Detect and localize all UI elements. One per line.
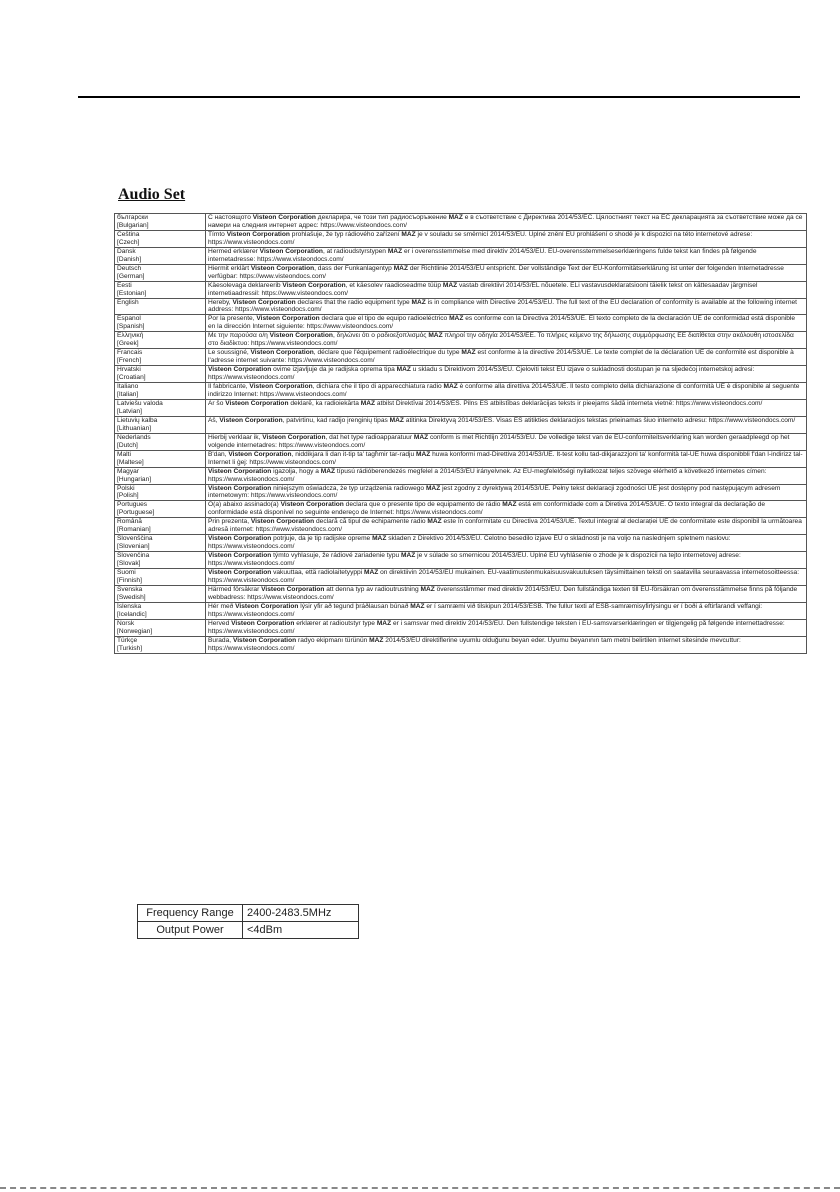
declaration-mid: niniejszym oświadcza, że typ urządzenia radiowego bbox=[271, 484, 426, 492]
language-name: Svenska bbox=[117, 585, 143, 593]
company-name: Visteon Corporation bbox=[225, 399, 289, 407]
declaration-post: vastab direktiivi 2014/53/EL nõuetele. ELi vastavusdeklaratsiooni täielik tekst on kättesaadav järgmisel internetiaadressil: https://www.visteondocs.com/ bbox=[208, 281, 758, 297]
language-cell bbox=[115, 416, 206, 433]
declaration-pre: Ar šo bbox=[208, 399, 226, 407]
language-name: Nederlands bbox=[117, 433, 151, 441]
company-name: Visteon Corporation bbox=[208, 552, 272, 560]
declaration-pre: Herved bbox=[208, 619, 232, 627]
company-name: Visteon Corporation bbox=[235, 602, 299, 610]
declaration-cell bbox=[206, 349, 807, 366]
declaration-mid: vakuuttaa, että radiolaitetyyppi bbox=[271, 569, 364, 577]
language-name: Lietuvių kalba bbox=[117, 416, 158, 424]
language-name: Latviešu valoda bbox=[117, 399, 163, 407]
company-name: Visteon Corporation bbox=[250, 264, 315, 272]
model-name: MAZ bbox=[320, 467, 336, 475]
declaration-cell bbox=[206, 552, 807, 569]
declaration-post: è conforme alla direttiva 2014/53/UE. Il testo completo della dichiarazione di conformità UE è disponibile al seguente indirizzo Internet: https://www.visteondocs.com/ bbox=[208, 383, 800, 399]
model-name: MAZ bbox=[389, 416, 404, 424]
declaration-row bbox=[115, 247, 807, 264]
language-name: български bbox=[117, 214, 148, 221]
language-name: Espanol bbox=[117, 315, 141, 323]
language-cell bbox=[115, 501, 206, 518]
language-cell bbox=[115, 602, 206, 619]
model-name: MAZ bbox=[376, 619, 392, 627]
declaration-post: u skladu s Direktivom 2014/53/EU. Cjeloviti tekst EU izjave o sukladnosti dostupan je na sljedećoj internetskoj adresi: https://www.visteondocs.com/ bbox=[208, 366, 755, 382]
model-name: MAZ bbox=[401, 230, 416, 238]
model-name: MAZ bbox=[502, 501, 517, 509]
declaration-cell bbox=[206, 247, 807, 264]
language-cell bbox=[115, 214, 206, 231]
model-name: MAZ bbox=[461, 349, 476, 357]
declaration-row bbox=[115, 450, 807, 467]
declaration-pre: Härmed försäkrar bbox=[208, 585, 262, 593]
declaration-mid: declara que o presente tipo de equipamento de rádio bbox=[343, 501, 503, 509]
language-cell bbox=[115, 552, 206, 569]
language-name: Eesti bbox=[117, 281, 132, 289]
declaration-post: πληροί την οδηγία 2014/53/ΕΕ. Το πλήρες κείμενο της δήλωσης συμμόρφωσης ΕΕ διατίθεται στην ακόλουθη ιστοσελίδα στο διαδίκτυο: https://www.visteondocs.com/ bbox=[208, 332, 794, 348]
language-cell bbox=[115, 518, 206, 535]
declaration-post: jest zgodny z dyrektywą 2014/53/UE. Pełny tekst deklaracji zgodności UE jest dostępny pod następującym adresem internetowym: https://www.visteondocs.com/ bbox=[208, 484, 781, 500]
language-cell bbox=[115, 636, 206, 653]
declaration-pre: Hér með bbox=[208, 602, 236, 610]
declaration-mid: týmto vyhlasuje, že rádiové zariadenie typu bbox=[271, 552, 402, 560]
declaration-mid: declares that the radio equipment type bbox=[295, 298, 412, 306]
language-english: [Finnish] bbox=[117, 576, 142, 584]
model-name: MAZ bbox=[420, 585, 435, 593]
declaration-cell bbox=[206, 332, 807, 349]
declaration-post: huwa konformi mad-Direttiva 2014/53/UE. It-test kollu tad-dikjarazzjoni ta' konformità tal-UE huwa disponibbli f'dan l-indirizz tal-Internet li ġej: https://www.visteondocs.com/ bbox=[208, 450, 803, 466]
language-english: [Italian] bbox=[117, 391, 139, 399]
declaration-cell bbox=[206, 281, 807, 298]
company-name: Visteon Corporation bbox=[208, 569, 272, 577]
language-cell bbox=[115, 450, 206, 467]
page-bottom-edge bbox=[0, 1187, 840, 1189]
declaration-post: atitinka Direktyvą 2014/53/ES. Visas ES atitikties deklaracijos tekstas prieinamas šiuo interneto adresu: https://www.visteondocs.com/ bbox=[403, 416, 796, 424]
declaration-mid: , dat het type radioapparatuur bbox=[325, 433, 414, 441]
language-english: [Dutch] bbox=[117, 441, 138, 449]
company-name: Visteon Corporation bbox=[269, 332, 333, 340]
declaration-pre: С настоящото bbox=[208, 214, 253, 221]
declaration-mid: erklærer at radioutstyr type bbox=[294, 619, 377, 627]
declaration-cell bbox=[206, 569, 807, 586]
company-name: Visteon Corporation bbox=[208, 535, 272, 543]
spec-row bbox=[138, 905, 359, 922]
language-english: [German] bbox=[117, 272, 145, 280]
declaration-post: este în conformitate cu Directiva 2014/53/UE. Textul integral al declarației UE de conformitate este disponibil la următoarea adresă internet: https://www.visteondocs.com/ bbox=[208, 518, 802, 534]
company-name: Visteon Corporation bbox=[228, 450, 292, 458]
model-name: MAZ bbox=[364, 569, 379, 577]
language-name: Malti bbox=[117, 450, 131, 458]
declaration-cell bbox=[206, 535, 807, 552]
declaration-pre: Hierbij verklaar ik, bbox=[208, 433, 263, 441]
declaration-post: 2014/53/EU direktiflerine uyumlu olduğunu beyan eder. Uyumu beyanının tam metni belirtilen internet sitesinde mevcuttur: https://www.visteondocs.com/ bbox=[208, 636, 741, 652]
language-name: Hrvatski bbox=[117, 366, 141, 374]
language-name: Portugues bbox=[117, 501, 148, 509]
language-name: Slovenščina bbox=[117, 535, 153, 543]
company-name: Visteon Corporation bbox=[262, 433, 326, 441]
language-english: [Greek] bbox=[117, 340, 139, 348]
declaration-post: er i overensstemmelse med direktiv 2014/53/EU. EU-overensstemmelseserklæringens fulde tekst kan findes på følgende internetadresse: https://www.visteondocs.com/ bbox=[208, 247, 757, 263]
declaration-row bbox=[115, 535, 807, 552]
declaration-post: er í samræmi við tilskipun 2014/53/ESB. The fullur texti af ESB-samræmisyfirlýsingu er í boði á eftirfarandi veffangi: https://www.visteondocs.com/ bbox=[208, 602, 763, 618]
declaration-row bbox=[115, 349, 807, 366]
declaration-cell bbox=[206, 467, 807, 484]
language-cell bbox=[115, 366, 206, 383]
model-name: MAZ bbox=[396, 366, 411, 374]
spec-label: Frequency Range bbox=[138, 905, 243, 922]
model-name: MAZ bbox=[427, 518, 442, 526]
declaration-row bbox=[115, 636, 807, 653]
language-english: [Estonian] bbox=[117, 289, 147, 297]
header-rule bbox=[78, 96, 800, 98]
declaration-mid: declara que el tipo de equipo radioeléctrico bbox=[319, 315, 450, 323]
spec-row bbox=[138, 922, 359, 939]
language-english: [Swedish] bbox=[117, 593, 146, 601]
language-english: [Maltese] bbox=[117, 458, 144, 466]
spec-label: Output Power bbox=[138, 922, 243, 939]
declaration-mid: att denna typ av radioutrustning bbox=[324, 585, 421, 593]
company-name: Visteon Corporation bbox=[256, 315, 320, 323]
model-name: MAZ bbox=[411, 298, 426, 306]
declaration-row bbox=[115, 484, 807, 501]
declaration-row bbox=[115, 619, 807, 636]
model-name: MAZ bbox=[387, 247, 403, 255]
language-english: [Slovenian] bbox=[117, 543, 150, 551]
language-cell bbox=[115, 484, 206, 501]
declaration-mid: potrjuje, da je tip radijske opreme bbox=[271, 535, 373, 543]
language-english: [Czech] bbox=[117, 238, 140, 246]
declaration-cell bbox=[206, 366, 807, 383]
language-cell bbox=[115, 281, 206, 298]
company-name: Visteon Corporation bbox=[250, 349, 314, 357]
model-name: MAZ bbox=[449, 315, 464, 323]
declaration-cell bbox=[206, 484, 807, 501]
declaration-post: está em conformidade com a Diretiva 2014/53/UE. O texto integral da declaração de conformidade está disponível no seguinte endereço de Internet: https://www.visteondocs.com/ bbox=[208, 501, 766, 517]
declaration-post: on direktiivin 2014/53/EU mukainen. EU-vaatimustenmukaisuusvakuutuksen täysimittainen teksti on saatavilla seuraavassa internetosoitteessa: https://www.visteondocs.com/ bbox=[208, 569, 800, 584]
language-english: [Romanian] bbox=[117, 526, 151, 534]
declaration-row bbox=[115, 281, 807, 298]
declaration-post: es conforme con la Directiva 2014/53/UE. El texto completo de la declaración UE de conformidad está disponible en la dirección Internet siguiente: https://www.visteondocs.com/ bbox=[208, 315, 796, 331]
declaration-row bbox=[115, 399, 807, 416]
company-name: Visteon Corporation bbox=[232, 636, 297, 644]
declaration-pre: O(a) abaixo assinado(a) bbox=[208, 501, 281, 509]
declaration-pre: Le soussigné, bbox=[208, 349, 251, 357]
company-name: Visteon Corporation bbox=[249, 383, 313, 391]
declaration-row bbox=[115, 315, 807, 332]
language-cell bbox=[115, 349, 206, 366]
declaration-mid: , et käesolev raadioseadme tüüp bbox=[345, 281, 443, 289]
model-name: MAZ bbox=[416, 450, 431, 458]
declaration-row bbox=[115, 518, 807, 535]
language-english: [Latvian] bbox=[117, 407, 142, 415]
declaration-cell bbox=[206, 619, 807, 636]
company-name: Visteon Corporation bbox=[219, 416, 283, 424]
model-name: MAZ bbox=[442, 281, 458, 289]
language-name: Íslenska bbox=[117, 602, 142, 610]
declaration-cell bbox=[206, 315, 807, 332]
language-english: [Bulgarian] bbox=[117, 221, 149, 229]
language-name: Norsk bbox=[117, 619, 135, 627]
language-english: [Hungarian] bbox=[117, 475, 152, 483]
declaration-post: je v souladu se směrnicí 2014/53/EU. Úplné znění EU prohlášení o shodě je k dispozici na této internetové adrese: https://www.visteondocs.com/ bbox=[208, 230, 753, 246]
company-name: Visteon Corporation bbox=[250, 518, 315, 526]
declaration-row bbox=[115, 264, 807, 281]
declaration-row bbox=[115, 467, 807, 484]
language-english: [Slovak] bbox=[117, 560, 141, 568]
model-name: MAZ bbox=[413, 433, 429, 441]
model-name: MAZ bbox=[428, 332, 443, 340]
declaration-cell bbox=[206, 214, 807, 231]
declaration-post: skladen z Direktivo 2014/53/EU. Celotno besedilo izjave EU o skladnosti je na voljo na naslednjem spletnem naslovu: https://www.visteondocs.com/ bbox=[208, 535, 731, 551]
declaration-row bbox=[115, 569, 807, 586]
language-name: Dansk bbox=[117, 247, 136, 255]
declaration-cell bbox=[206, 383, 807, 400]
language-cell bbox=[115, 619, 206, 636]
declaration-mid: , déclare que l'équipement radioélectrique du type bbox=[313, 349, 462, 357]
declaration-mid: , niddikjara li dan it-tip ta' tagħmir tar-radju bbox=[291, 450, 416, 458]
declaration-pre: Tímto bbox=[208, 230, 227, 238]
language-cell bbox=[115, 433, 206, 450]
declaration-pre: Käesolevaga deklareerib bbox=[208, 281, 283, 289]
model-name: MAZ bbox=[372, 535, 387, 543]
declaration-mid: radyo ekipmanı türünün bbox=[296, 636, 370, 644]
model-name: MAZ bbox=[410, 602, 425, 610]
declaration-pre: B'dan, bbox=[208, 450, 229, 458]
declaration-cell bbox=[206, 450, 807, 467]
declaration-pre: Aš, bbox=[208, 416, 220, 424]
declaration-pre: Hermed erklærer bbox=[208, 247, 260, 255]
declaration-post: est conforme à la directive 2014/53/UE. Le texte complet de la déclaration UE de conformité est disponible à l'adresse internet suivante: https://www.visteondocs.com/ bbox=[208, 349, 794, 365]
language-english: [Polish] bbox=[117, 492, 139, 500]
language-english: [Icelandic] bbox=[117, 610, 147, 618]
declaration-pre: Il fabbricante, bbox=[208, 383, 250, 391]
declaration-post: atbilst Direktīvai 2014/53/ES. Pilns ES atbilstības deklarācijas teksts ir pieejams šādā interneta vietnē: https://www.visteondocs.com/ bbox=[375, 399, 763, 407]
declaration-pre: Hereby, bbox=[208, 298, 233, 306]
language-english: [Norwegian] bbox=[117, 627, 153, 635]
language-name: Deutsch bbox=[117, 264, 142, 272]
declaration-post: е в съответствие с Директива 2014/53/ЕС. Цялостният текст на ЕС декларацията за съответствие може да се намери на следния интернет адрес: https://www.visteondocs.com/ bbox=[208, 214, 803, 229]
language-name: Polski bbox=[117, 484, 135, 492]
declaration-cell bbox=[206, 399, 807, 416]
spec-value: <4dBm bbox=[243, 922, 359, 939]
company-name: Visteon Corporation bbox=[208, 366, 272, 374]
language-name: English bbox=[117, 298, 139, 306]
model-name: MAZ bbox=[393, 264, 408, 272]
language-name: Magyar bbox=[117, 467, 139, 475]
declaration-post: je v súlade so smernicou 2014/53/EÚ. Úplné EÚ vyhlásenie o zhode je k dispozícii na tejto internetovej adrese: https://www.visteondocs.com/ bbox=[208, 552, 741, 568]
language-cell bbox=[115, 315, 206, 332]
model-name: MAZ bbox=[425, 484, 441, 492]
language-name: Suomi bbox=[117, 569, 136, 577]
declaration-pre: Por la presente, bbox=[208, 315, 257, 323]
language-cell bbox=[115, 399, 206, 416]
declaration-row bbox=[115, 552, 807, 569]
language-english: [Lithuanian] bbox=[117, 424, 152, 432]
declaration-mid: deklarē, ka radioiekārta bbox=[288, 399, 361, 407]
company-name: Visteon Corporation bbox=[261, 585, 325, 593]
declaration-pre: Burada, bbox=[208, 636, 233, 644]
declaration-pre: Prin prezenta, bbox=[208, 518, 251, 526]
language-cell bbox=[115, 535, 206, 552]
language-cell bbox=[115, 585, 206, 602]
model-name: MAZ bbox=[369, 636, 384, 644]
declaration-mid: , dass der Funkanlagentyp bbox=[314, 264, 394, 272]
declaration-cell bbox=[206, 230, 807, 247]
language-english: [French] bbox=[117, 357, 142, 365]
language-english: [Spanish] bbox=[117, 323, 145, 331]
company-name: Visteon Corporation bbox=[208, 484, 272, 492]
declaration-mid: декларира, че този тип радиосъоръжение bbox=[315, 214, 449, 221]
declaration-cell bbox=[206, 298, 807, 315]
declaration-mid: lýsir yfir að tegund þráðlausan búnað bbox=[298, 602, 411, 610]
language-cell bbox=[115, 264, 206, 281]
spec-value: 2400-2483.5MHz bbox=[243, 905, 359, 922]
language-name: Čeština bbox=[117, 230, 140, 238]
declaration-cell bbox=[206, 585, 807, 602]
spec-table bbox=[137, 904, 359, 939]
language-name: Türkçe bbox=[117, 636, 138, 644]
language-cell bbox=[115, 230, 206, 247]
language-name: Ελληνική bbox=[117, 332, 144, 340]
declaration-row bbox=[115, 602, 807, 619]
declaration-row bbox=[115, 433, 807, 450]
declaration-post: överensstämmer med direktiv 2014/53/EU. Den fullständiga texten till EU-försäkran om överensstämmelse finns på följande webbadress: https://www.visteondocs.com/ bbox=[208, 585, 798, 601]
language-english: [Portuguese] bbox=[117, 509, 155, 517]
declaration-row bbox=[115, 230, 807, 247]
company-name: Visteon Corporation bbox=[232, 298, 296, 306]
language-english: [Danish] bbox=[117, 255, 142, 263]
language-english: [Turkish] bbox=[117, 644, 143, 652]
declaration-cell bbox=[206, 602, 807, 619]
declaration-mid: ovime izjavljuje da je radijska oprema tipa bbox=[271, 366, 397, 374]
model-name: MAZ bbox=[443, 383, 458, 391]
declaration-row bbox=[115, 501, 807, 518]
declaration-mid: , patvirtinu, kad radijo įrenginių tipas bbox=[282, 416, 390, 424]
language-name: Română bbox=[117, 518, 142, 526]
declaration-mid: , at radioudstyrstypen bbox=[322, 247, 388, 255]
declaration-cell bbox=[206, 264, 807, 281]
declaration-pre: Με την παρούσα ο/η bbox=[208, 332, 270, 340]
declaration-cell bbox=[206, 501, 807, 518]
company-name: Visteon Corporation bbox=[226, 230, 290, 238]
model-name: MAZ bbox=[448, 214, 463, 221]
language-name: Francais bbox=[117, 349, 143, 357]
declaration-post: er i samsvar med direktiv 2014/53/EU. Den fullstendige teksten i EU-samsvarserklæringen er tilgjengelig på følgende internettadresse: https://www.visteondocs.com/ bbox=[208, 619, 785, 635]
declaration-row bbox=[115, 298, 807, 315]
company-name: Visteon Corporation bbox=[231, 619, 295, 627]
declaration-cell bbox=[206, 636, 807, 653]
declaration-row bbox=[115, 383, 807, 400]
language-cell bbox=[115, 383, 206, 400]
declaration-mid: igazolja, hogy a bbox=[271, 467, 321, 475]
declaration-cell bbox=[206, 416, 807, 433]
language-cell bbox=[115, 569, 206, 586]
declaration-row bbox=[115, 332, 807, 349]
declaration-row bbox=[115, 214, 807, 231]
company-name: Visteon Corporation bbox=[252, 214, 316, 221]
language-name: Slovenčina bbox=[117, 552, 150, 560]
language-cell bbox=[115, 298, 206, 315]
declaration-mid: declară că tipul de echipamente radio bbox=[314, 518, 428, 526]
company-name: Visteon Corporation bbox=[259, 247, 323, 255]
declaration-cell bbox=[206, 433, 807, 450]
declaration-mid: , dichiara che il tipo di apparecchiatura radio bbox=[312, 383, 444, 391]
language-name: Italiano bbox=[117, 383, 139, 391]
declaration-row bbox=[115, 585, 807, 602]
declaration-row bbox=[115, 416, 807, 433]
company-name: Visteon Corporation bbox=[282, 281, 346, 289]
declaration-post: is in compliance with Directive 2014/53/EU. The full text of the EU declaration of conformity is available at the following internet address: https://www.visteondocs.com/ bbox=[208, 298, 797, 314]
declaration-mid: prohlašuje, že typ rádiového zařízení bbox=[289, 230, 402, 238]
declaration-post: der Richtlinie 2014/53/EU entspricht. Der vollständige Text der EU-Konformitätserklärung ist unter der folgenden Internetadresse verfügbar: https://www.visteondocs.com/ bbox=[208, 264, 784, 280]
declaration-cell bbox=[206, 518, 807, 535]
declaration-pre: Hiermit erklärt bbox=[208, 264, 251, 272]
model-name: MAZ bbox=[360, 399, 375, 407]
language-cell bbox=[115, 467, 206, 484]
model-name: MAZ bbox=[401, 552, 416, 560]
language-english: [Croatian] bbox=[117, 374, 146, 382]
language-cell bbox=[115, 332, 206, 349]
section-title: Audio Set bbox=[118, 186, 186, 203]
company-name: Visteon Corporation bbox=[280, 501, 344, 509]
declaration-post: conform is met Richtlijn 2014/53/EU. De volledige tekst van de EU-conformiteitsverklaring kan worden geraadpleegd op het volgende internetadres: https://www.visteondocs.com/ bbox=[208, 433, 790, 449]
declaration-table bbox=[114, 213, 807, 654]
declaration-mid: , δηλώνει ότι ο ραδιοεξοπλισμός bbox=[332, 332, 429, 340]
declaration-post: típusú rádióberendezés megfelel a 2014/53/EU irányelvnek. Az EU-megfelelőségi nyilatkozat teljes szövege elérhető a következő internetes címen: https://www.visteondocs.com/ bbox=[208, 467, 767, 483]
language-cell bbox=[115, 247, 206, 264]
declaration-row bbox=[115, 366, 807, 383]
company-name: Visteon Corporation bbox=[208, 467, 272, 475]
